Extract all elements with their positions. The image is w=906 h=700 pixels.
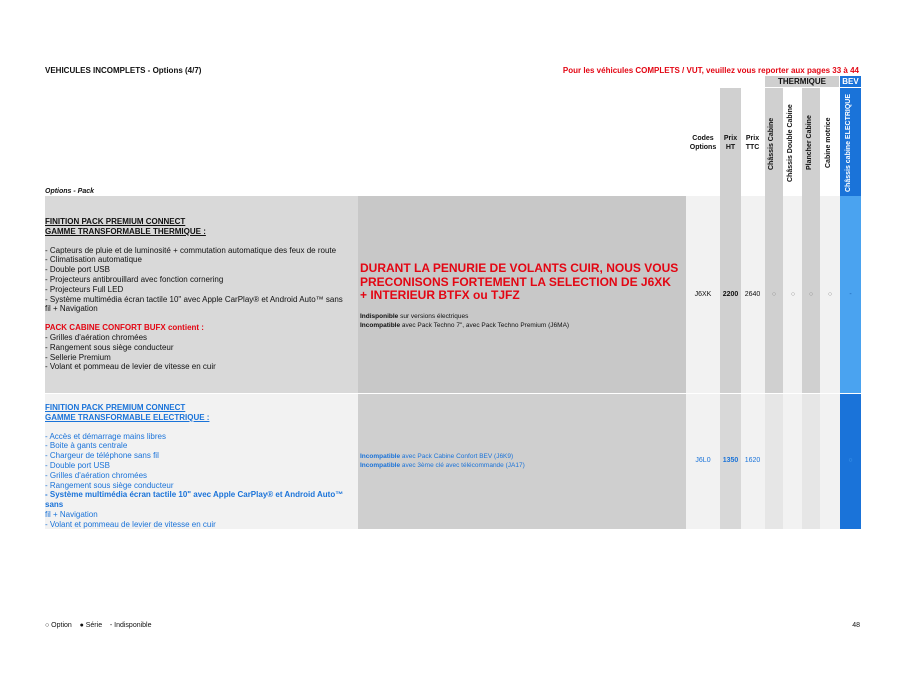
column-header-chassis-cabine: Châssis Cabine — [768, 117, 775, 170]
row1-avail-plancher-cabine: ○ — [808, 291, 814, 298]
row1-avail-chassis-double-cabine: ○ — [790, 291, 796, 298]
row1-note2-rest: avec Pack Techno 7", avec Pack Techno Premium (J6MA) — [400, 321, 570, 329]
row1-item: - Projecteurs Full LED — [45, 284, 124, 294]
row1-title2: GAMME TRANSFORMABLE THERMIQUE : — [45, 226, 206, 236]
row1-avail-cabine-motrice: ○ — [827, 291, 833, 298]
page-title: VEHICULES INCOMPLETS - Options (4/7) — [45, 66, 202, 75]
row2-note2-rest: avec 3ème clé avec télécommande (JA17) — [400, 461, 525, 469]
row1-code: J6XK — [694, 291, 712, 298]
row2-item: - Chargeur de téléphone sans fil — [45, 451, 159, 461]
row1-avail-chassis-cabine: ○ — [771, 291, 777, 298]
section-label: Options - Pack — [45, 188, 95, 195]
row2-note1-rest: avec Pack Cabine Confort BEV (J6K9) — [400, 453, 514, 460]
row1-item: - Double port USB — [45, 265, 110, 275]
row1-item: - Climatisation automatique — [45, 255, 142, 265]
group-header-thermique: THERMIQUE — [765, 76, 839, 87]
row2-item: - Double port USB — [45, 460, 110, 470]
row1-subpack-title: PACK CABINE CONFORT BUFX contient : — [45, 323, 204, 333]
row2-item: - Grilles d'aération chromées — [45, 470, 148, 480]
row2-prix-ht: 1350 — [722, 457, 739, 464]
column-header-cabine-motrice: Cabine motrice — [825, 117, 832, 168]
row1-subpack-item: - Sellerie Premium — [45, 352, 111, 362]
column-header-prix-ttc: Prix TTC — [745, 135, 760, 151]
row1-note1-bold: Indisponible — [360, 313, 399, 320]
row1-item: - Projecteurs antibrouillard avec fonction cornering — [45, 274, 224, 284]
row2-avail-bev: ○ — [848, 457, 853, 464]
page-number: 48 — [852, 622, 860, 629]
row2-item-bold-cont: fil + Navigation — [45, 509, 98, 519]
row2-item-bold: - Système multimédia écran tactile 10" avec Apple CarPlay® et Android Auto™ sans — [45, 490, 344, 510]
row2-prix-ttc: 1620 — [744, 457, 761, 464]
row2-title1: FINITION PACK PREMIUM CONNECT — [45, 403, 186, 412]
row2-notes — [360, 453, 680, 470]
row1-notes — [360, 313, 680, 330]
row2-item: - Accès et démarrage mains libres — [45, 431, 166, 441]
row1-warning: DURANT LA PENURIE DE VOLANTS CUIR, NOUS VOUS PRECONISONS FORTEMENT LA SELECTION DE J6XK + INTERIEUR BTFX ou TJFZ — [360, 261, 679, 302]
row2-item-last: - Volant et pommeau de levier de vitesse en cuir — [45, 519, 216, 529]
row1-prix-ht: 2200 — [722, 291, 739, 298]
row2-stripe-plancher — [802, 394, 820, 529]
row1-item-bold: - Système multimédia écran tactile 10" avec Apple CarPlay® et Android Auto™ sans — [45, 294, 343, 304]
row1-avail-bev: - — [849, 291, 852, 298]
row2-description — [45, 403, 357, 530]
column-header-plancher-cabine: Plancher Cabine — [806, 115, 813, 170]
legend: ○ Option ● Série - Indisponible — [45, 622, 152, 629]
row1-subpack-item: - Rangement sous siège conducteur — [45, 342, 174, 352]
column-header-chassis-double-cabine: Châssis Double Cabine — [787, 104, 794, 182]
row2-note1-bold: Incompatible — [360, 453, 401, 460]
row1-description — [45, 217, 357, 372]
row2-item: - Boite à gants centrale — [45, 441, 128, 451]
row1-prix-ttc: 2640 — [744, 291, 761, 298]
column-header-chassis-cabine-electrique: Châssis cabine ELECTRIQUE — [845, 93, 852, 192]
column-header-prix-ht: Prix HT — [723, 135, 738, 151]
row1-note2-bold: Incompatible — [360, 321, 401, 329]
row1-title1: FINITION PACK PREMIUM CONNECT — [45, 217, 186, 226]
row2-note2-bold: Incompatible — [360, 461, 401, 469]
row2-item: - Rangement sous siège conducteur — [45, 480, 174, 490]
row1-note1-rest: sur versions électriques — [398, 313, 469, 320]
complete-vehicles-notice: Pour les véhicules COMPLETS / VUT, veuillez vous reporter aux pages 33 à 44 — [562, 66, 859, 75]
row2-stripe-chassis — [765, 394, 783, 529]
row1-subpack-item: - Volant et pommeau de levier de vitesse en cuir — [45, 362, 216, 372]
row2-title2: GAMME TRANSFORMABLE ELECTRIQUE : — [45, 412, 210, 422]
group-header-bev: BEV — [840, 76, 861, 87]
row1-subpack-item: - Grilles d'aération chromées — [45, 332, 148, 342]
column-header-codes: Codes Options — [689, 135, 717, 151]
row1-item-bold-cont: fil + Navigation — [45, 304, 98, 314]
row2-code: J6L0 — [695, 457, 711, 464]
row1-item: - Capteurs de pluie et de luminosité + commutation automatique des feux de route — [45, 245, 337, 255]
